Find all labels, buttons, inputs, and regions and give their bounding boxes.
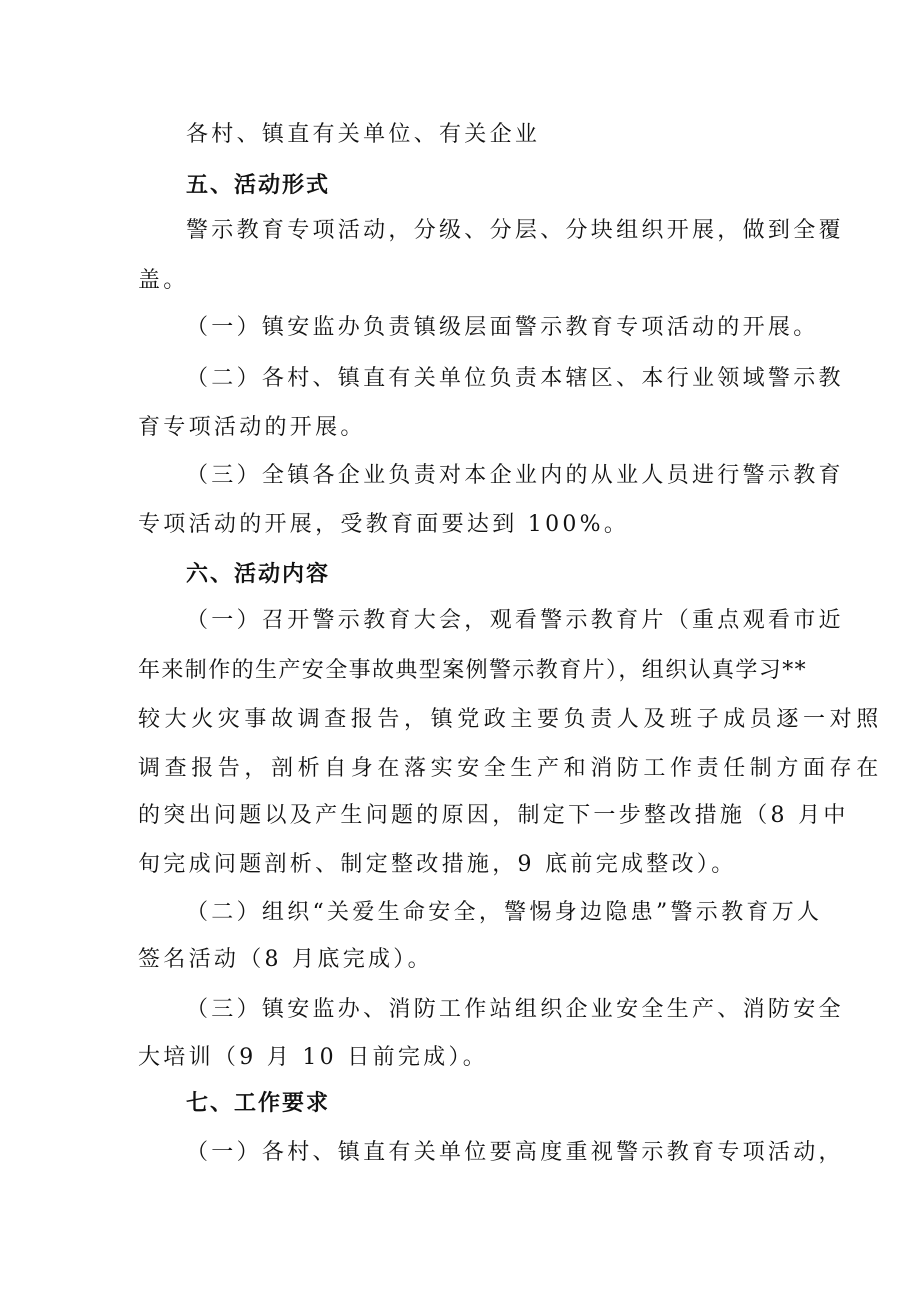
section-6-item-3-line-2: 大培训（9 月 10 日前完成）。: [138, 1045, 489, 1070]
section-5-heading: 五、活动形式: [186, 173, 331, 198]
section-6-item-2-line-2: 签名活动（8 月底完成）。: [138, 947, 433, 972]
section-6-item-1-line-6: 旬完成问题剖析、制定整改措施，9 底前完成整改）。: [138, 852, 737, 877]
section-5-intro-line-1: 警示教育专项活动，分级、分层、分块组织开展，做到全覆: [186, 218, 844, 243]
section-5-item-2-line-1: （二）各村、镇直有关单位负责本辖区、本行业领域警示教: [186, 366, 844, 391]
section-6-item-1-line-2: 年来制作的生产安全事故典型案例警示教育片），组织认真学习**: [138, 658, 808, 683]
participants-line: 各村、镇直有关单位、有关企业: [186, 122, 541, 147]
section-5-item-3-line-2: 专项活动的开展，受教育面要达到 100%。: [138, 512, 630, 537]
section-5-item-3-line-1: （三）全镇各企业负责对本企业内的从业人员进行警示教育: [186, 463, 844, 488]
section-6-item-3-line-1: （三）镇安监办、消防工作站组织企业安全生产、消防安全: [186, 997, 844, 1022]
section-6-item-1-line-3: 较大火灾事故调查报告，镇党政主要负责人及班子成员逐一对照: [138, 707, 883, 732]
section-7-item-1-line-1: （一）各村、镇直有关单位要高度重视警示教育专项活动，: [186, 1140, 844, 1165]
section-5-item-1-line-1: （一）镇安监办负责镇级层面警示教育专项活动的开展。: [186, 315, 819, 340]
section-6-heading: 六、活动内容: [186, 562, 331, 587]
section-5-intro-line-2: 盖。: [138, 268, 189, 293]
section-6-item-2-line-1: （二）组织“关爱生命安全，警惕身边隐患”警示教育万人: [186, 900, 823, 925]
section-7-heading: 七、工作要求: [186, 1091, 331, 1116]
section-6-item-1-line-4: 调查报告，剖析自身在落实安全生产和消防工作责任制方面存在: [138, 756, 883, 781]
section-6-item-1-line-1: （一）召开警示教育大会，观看警示教育片（重点观看市近: [186, 608, 844, 633]
section-5-item-2-line-2: 育专项活动的开展。: [138, 415, 366, 440]
section-6-item-1-line-5: 的突出问题以及产生问题的原因，制定下一步整改措施（8 月中: [138, 803, 849, 828]
